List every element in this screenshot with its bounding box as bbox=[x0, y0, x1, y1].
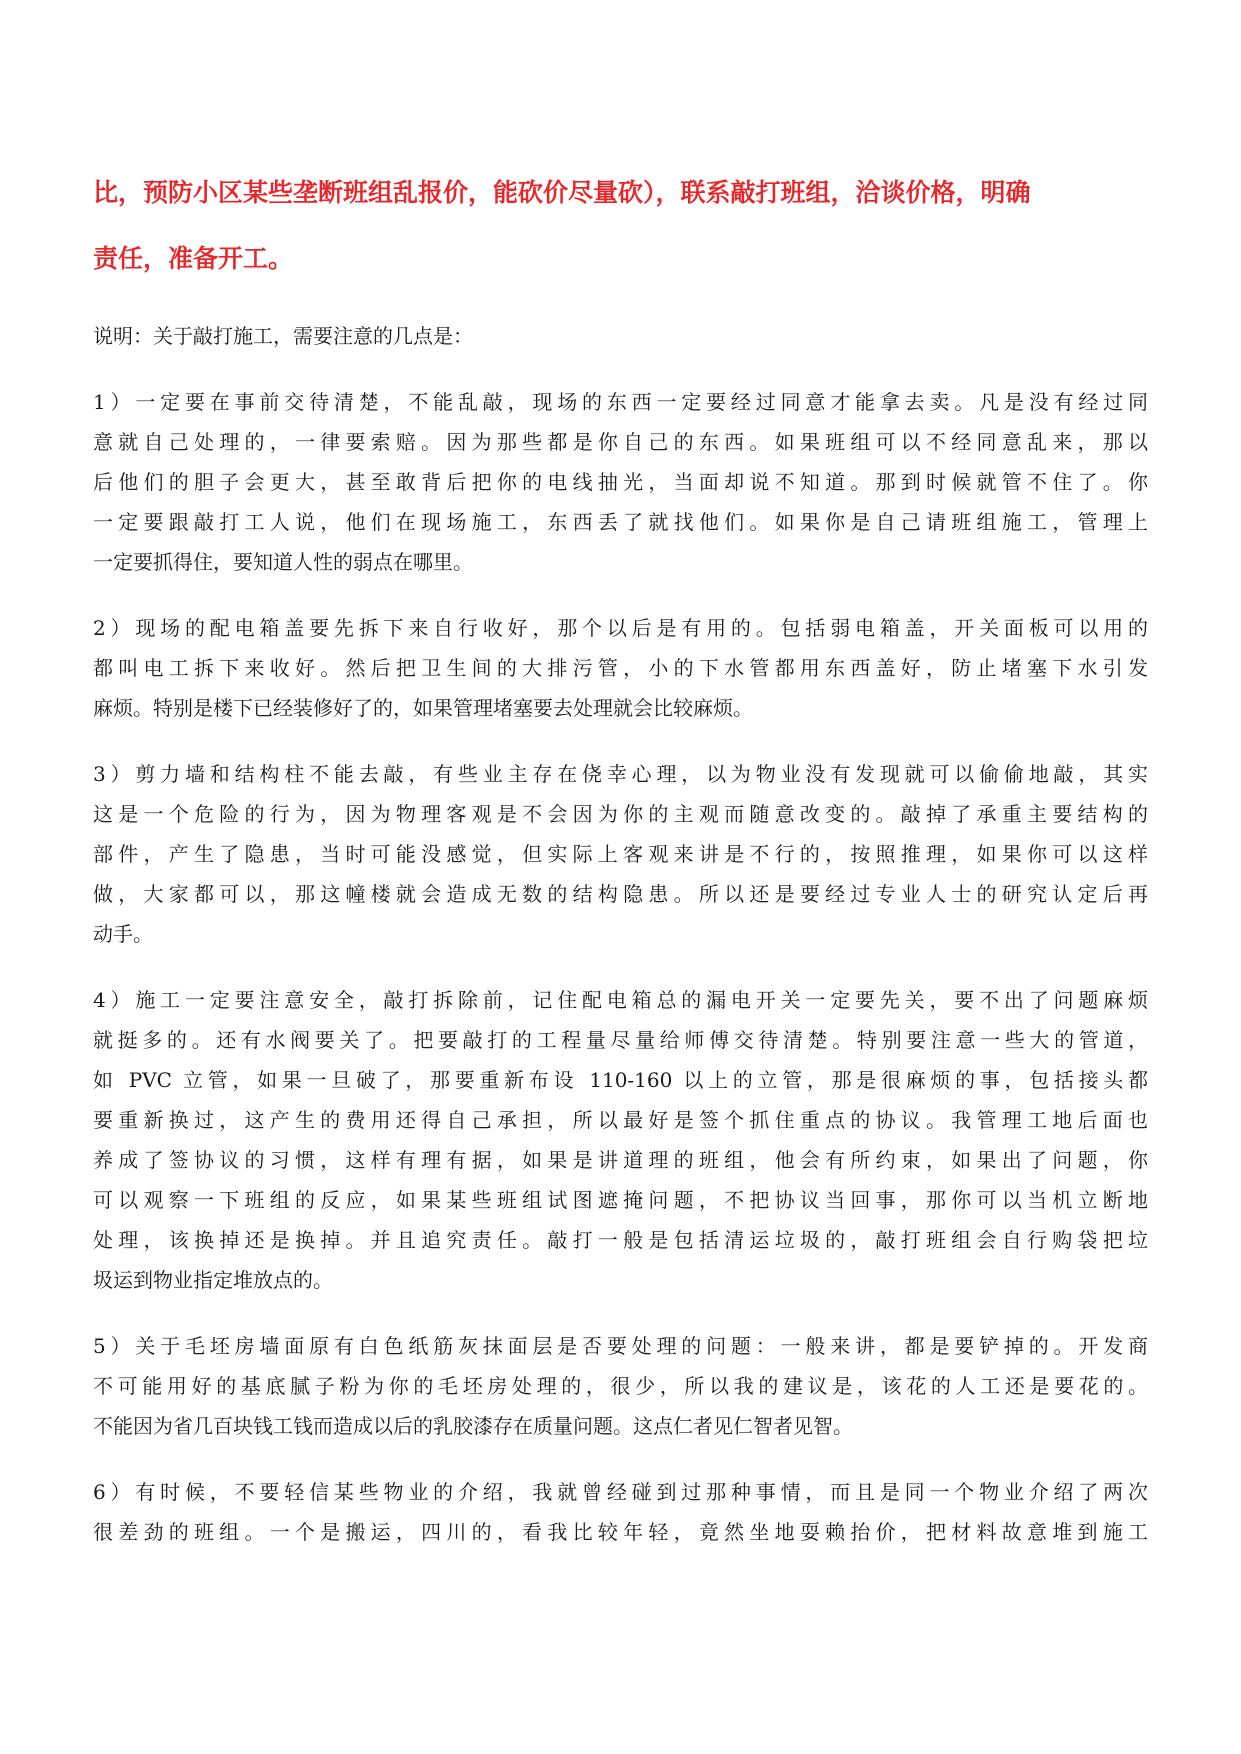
text-line: 这是一个危险的行为，因为物理客观是不会因为你的主观而随意改变的。敲掉了承重主要结构的 bbox=[93, 802, 1148, 826]
text-line: 如 PVC 立管，如果一旦破了，那要重新布设 110-160 以上的立管，那是很麻烦的事，包括接头都 bbox=[93, 1068, 1148, 1092]
text-line: 4）施工一定要注意安全，敲打拆除前，记住配电箱总的漏电开关一定要先关，要不出了问题麻烦 bbox=[93, 988, 1148, 1012]
text-line: 可以观察一下班组的反应，如果某些班组试图遮掩问题，不把协议当回事，那你可以当机立断地 bbox=[93, 1188, 1148, 1212]
intro-text: 说明：关于敲打施工，需要注意的几点是： bbox=[93, 324, 473, 348]
paragraph-5 bbox=[93, 1326, 1148, 1446]
text-line: 意就自己处理的，一律要索赔。因为那些都是你自己的东西。如果班组可以不经同意乱来，那以 bbox=[93, 430, 1148, 454]
text-line: 麻烦。特别是楼下已经装修好了的，如果管理堵塞要去处理就会比较麻烦。 bbox=[93, 696, 753, 720]
text-line: 不能因为省几百块钱工钱而造成以后的乳胶漆存在质量问题。这点仁者见仁智者见智。 bbox=[93, 1414, 853, 1438]
highlighted-text-line: 比，预防小区某些垄断班组乱报价，能砍价尽量砍），联系敲打班组，洽谈价格，明确 bbox=[93, 178, 1031, 207]
text-line: 圾运到物业指定堆放点的。 bbox=[93, 1268, 333, 1292]
document-page bbox=[93, 160, 1148, 1552]
text-line: 处理，该换掉还是换掉。并且追究责任。敲打一般是包括清运垃圾的，敲打班组会自行购袋把垃 bbox=[93, 1228, 1148, 1252]
text-line: 做，大家都可以，那这幢楼就会造成无数的结构隐患。所以还是要经过专业人士的研究认定后再 bbox=[93, 882, 1148, 906]
paragraph-2 bbox=[93, 608, 1148, 728]
text-line: 都叫电工拆下来收好。然后把卫生间的大排污管，小的下水管都用东西盖好，防止堵塞下水引发 bbox=[93, 656, 1148, 680]
text-line: 一定要抓得住，要知道人性的弱点在哪里。 bbox=[93, 550, 473, 574]
text-line: 不可能用好的基底腻子粉为你的毛坯房处理的，很少，所以我的建议是，该花的人工还是要花的。 bbox=[93, 1374, 1148, 1398]
highlighted-text-line: 责任，准备开工。 bbox=[93, 244, 294, 273]
text-line: 3）剪力墙和结构柱不能去敲，有些业主存在侥幸心理，以为物业没有发现就可以偷偷地敲，其实 bbox=[93, 762, 1148, 786]
paragraph-4 bbox=[93, 980, 1148, 1300]
paragraph-6 bbox=[93, 1472, 1148, 1552]
text-line: 1）一定要在事前交待清楚，不能乱敲，现场的东西一定要经过同意才能拿去卖。凡是没有经过同 bbox=[93, 390, 1148, 414]
text-line: 2）现场的配电箱盖要先拆下来自行收好，那个以后是有用的。包括弱电箱盖，开关面板可以用的 bbox=[93, 616, 1148, 640]
paragraph-3 bbox=[93, 754, 1148, 954]
text-line: 要重新换过，这产生的费用还得自己承担，所以最好是签个抓住重点的协议。我管理工地后面也 bbox=[93, 1108, 1148, 1132]
text-line: 部件，产生了隐患，当时可能没感觉，但实际上客观来讲是不行的，按照推理，如果你可以这样 bbox=[93, 842, 1148, 866]
text-line: 一定要跟敲打工人说，他们在现场施工，东西丢了就找他们。如果你是自己请班组施工，管理上 bbox=[93, 510, 1148, 534]
paragraph-1 bbox=[93, 382, 1148, 582]
text-line: 很差劲的班组。一个是搬运，四川的，看我比较年轻，竟然坐地耍赖抬价，把材料故意堆到施工 bbox=[93, 1520, 1148, 1544]
text-line: 5）关于毛坯房墙面原有白色纸筋灰抹面层是否要处理的问题：一般来讲，都是要铲掉的。开发商 bbox=[93, 1334, 1148, 1358]
text-line: 后他们的胆子会更大，甚至敢背后把你的电线抽光，当面却说不知道。那到时候就管不住了。你 bbox=[93, 470, 1148, 494]
text-line: 就挺多的。还有水阀要关了。把要敲打的工程量尽量给师傅交待清楚。特别要注意一些大的管道， bbox=[93, 1028, 1148, 1052]
text-line: 养成了签协议的习惯，这样有理有据，如果是讲道理的班组，他会有所约束，如果出了问题，你 bbox=[93, 1148, 1148, 1172]
text-line: 动手。 bbox=[93, 922, 153, 946]
text-line: 6）有时候，不要轻信某些物业的介绍，我就曾经碰到过那种事情，而且是同一个物业介绍了两次 bbox=[93, 1480, 1148, 1504]
